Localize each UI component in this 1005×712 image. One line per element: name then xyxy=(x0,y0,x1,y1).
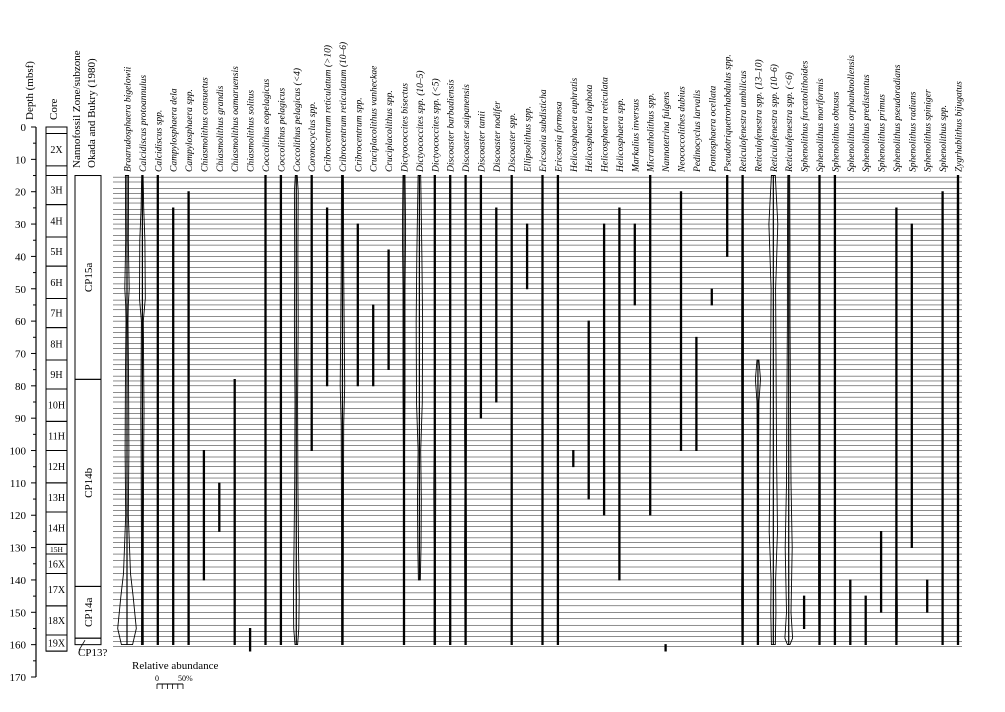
taxon-column xyxy=(539,89,549,644)
taxon-column xyxy=(323,45,334,386)
core-label: 4H xyxy=(50,216,63,228)
depth-tick-label: 50 xyxy=(15,283,26,296)
core-label: 6H xyxy=(50,277,63,289)
taxon-label: Dictyococcites bisectus xyxy=(400,83,411,172)
taxon-label: Cribrocentrum reticulatum (10–6) xyxy=(338,41,349,172)
taxon-label: Chiasmolithus oamaruensis xyxy=(231,66,242,172)
taxon-column xyxy=(415,70,426,580)
taxon-column xyxy=(631,99,641,305)
taxon-label: Sphenolithus spp. xyxy=(939,104,950,172)
taxon-label: Ericsonia formosa xyxy=(554,101,565,172)
core-label: 15H xyxy=(50,544,63,554)
depth-tick-label: 20 xyxy=(15,186,26,199)
taxon-column xyxy=(831,91,841,644)
taxon-label: Markalius inversus xyxy=(631,98,642,172)
zone-column-label: Nannofossil Zone/subzone xyxy=(71,50,83,168)
taxon-column xyxy=(708,85,718,304)
core-label: 17X xyxy=(47,585,66,597)
core-label: 18X xyxy=(47,615,66,627)
taxon-column xyxy=(430,78,441,644)
core-label: 9H xyxy=(50,370,63,381)
taxon-column xyxy=(847,55,857,645)
core-label: 14H xyxy=(47,523,66,535)
core-label: 2X xyxy=(50,145,63,157)
taxon-label: Sphenolithus spiniger xyxy=(923,89,934,172)
core-label: 12H xyxy=(47,462,66,474)
taxon-column xyxy=(139,75,149,645)
taxon-label: Pseudotriquetrorhabdulus spp. xyxy=(723,54,734,172)
taxon-column xyxy=(939,105,949,645)
taxon-label: Sphenolithus moriformis xyxy=(816,78,826,172)
taxon-column xyxy=(647,93,657,515)
taxon-label: Sphenolithus primus xyxy=(877,94,888,172)
depth-tick-label: 100 xyxy=(9,445,26,458)
depth-tick-label: 150 xyxy=(9,607,26,620)
taxon-column xyxy=(585,84,595,499)
taxon-label: Dictyococcites spp. (10–5) xyxy=(415,70,426,172)
taxon-label: Discoaster tanii xyxy=(477,111,488,172)
taxon-column xyxy=(908,91,918,547)
depth-tick-label: 40 xyxy=(15,251,26,264)
taxon-label: Calcidiscus protoannulus xyxy=(138,74,149,172)
taxon-column xyxy=(477,111,487,419)
taxon-column xyxy=(784,72,795,645)
taxon-column xyxy=(553,101,564,644)
taxon-label: Helicosphaera spp. xyxy=(615,98,626,172)
zone-column xyxy=(71,50,107,659)
taxon-column xyxy=(118,66,137,644)
taxon-label: Zygrhablithus bijugatus xyxy=(954,81,965,172)
taxa-columns xyxy=(118,42,965,651)
depth-tick-label: 170 xyxy=(9,672,26,684)
taxon-label: Discoaster nodifer xyxy=(492,101,503,172)
zone-label: CP13? xyxy=(78,646,108,659)
taxon-column xyxy=(216,85,226,531)
taxon-column xyxy=(170,88,180,645)
taxon-column xyxy=(724,54,734,256)
taxon-label: Helicosphaera euphratis xyxy=(569,77,580,172)
taxon-column xyxy=(678,86,688,451)
taxon-label: Sphenolithus orphanknollensis xyxy=(846,55,857,172)
taxon-label: Discoaster spp. xyxy=(508,112,519,172)
taxon-label: Pedinocyclus larvalis xyxy=(692,89,703,172)
depth-tick-label: 160 xyxy=(9,639,26,652)
taxon-label: Micrantholithus spp. xyxy=(646,92,657,172)
taxon-column xyxy=(185,89,195,645)
core-label: 8H xyxy=(50,339,63,351)
zone-label: CP15a xyxy=(83,262,95,293)
taxon-column xyxy=(862,74,872,644)
taxon-label: Sphenolithus obtusus xyxy=(831,91,842,172)
zone-box xyxy=(75,638,101,644)
depth-tick-label: 60 xyxy=(15,316,26,329)
taxon-column xyxy=(738,70,749,645)
taxon-label: Sphenolithus furcatolithoides xyxy=(800,60,811,172)
taxon-label: Chiasmolithus grandis xyxy=(215,85,226,172)
depth-tick-label: 90 xyxy=(15,413,26,426)
taxon-column xyxy=(308,102,318,451)
taxon-label: Reticulofenestra spp. (10–6) xyxy=(769,64,780,172)
taxon-column xyxy=(769,64,780,645)
depth-axis xyxy=(10,61,37,684)
taxon-label: Coccolithus pelagicus xyxy=(277,87,288,172)
core-label: 3H xyxy=(50,185,63,197)
taxon-label: Discoaster barbadiensis xyxy=(446,79,457,172)
taxon-column xyxy=(154,110,164,645)
depth-tick-label: 80 xyxy=(15,380,26,393)
taxon-label: Calcidiscus spp. xyxy=(154,109,165,172)
taxon-label: Nannotetrina fulgens xyxy=(662,91,673,172)
zone-label: CP14b xyxy=(83,467,95,498)
core-label: 16X xyxy=(47,559,66,571)
core-column-label: Core xyxy=(48,98,60,120)
taxon-label: Dictyococcites spp. (<5) xyxy=(431,78,442,172)
taxon-label: Campylosphaera dela xyxy=(169,88,180,172)
depth-tick-label: 70 xyxy=(15,348,26,361)
taxon-column xyxy=(893,64,903,644)
legend-tick-50: 50% xyxy=(178,674,193,683)
depth-axis-label: Depth (mbsf) xyxy=(24,61,36,120)
abundance-legend xyxy=(132,660,219,689)
depth-tick-label: 120 xyxy=(9,510,26,523)
taxon-label: Ellipsolithus spp. xyxy=(523,106,534,172)
taxon-column xyxy=(924,89,934,612)
taxon-label: Braarudosphaera bigelowii xyxy=(123,66,134,172)
taxon-column xyxy=(753,59,764,644)
taxon-column xyxy=(800,60,811,628)
taxon-label: Reticulofenestra spp. (13–10) xyxy=(754,59,765,172)
taxon-column xyxy=(447,79,457,645)
core-label: 11H xyxy=(48,431,65,443)
core-label: 7H xyxy=(50,308,63,320)
taxon-label: Reticulofenestra spp. (<6) xyxy=(785,71,796,172)
core-label: 10H xyxy=(47,400,66,412)
taxon-label: Cruciplacolithus vanheckae xyxy=(369,65,380,172)
core-column xyxy=(46,99,67,652)
taxon-label: Sphenolithus radians xyxy=(908,91,919,172)
legend-title: Relative abundance xyxy=(132,660,219,672)
depth-tick-label: 130 xyxy=(9,542,26,555)
taxon-column xyxy=(370,66,380,386)
depth-tick-label: 110 xyxy=(9,477,26,490)
taxon-column xyxy=(200,77,210,580)
taxon-column xyxy=(277,88,287,645)
taxon-label: Sphenolithus pseudoradians xyxy=(892,64,903,172)
core-label: 19X xyxy=(47,638,66,650)
taxon-label: Coccolithus eopelagicus xyxy=(262,78,272,172)
taxon-label: Cribrocentrum spp. xyxy=(354,97,365,172)
taxon-label: Sphenolithus predistentus xyxy=(862,74,873,172)
taxon-column xyxy=(292,68,303,645)
taxon-label: Cruciplacolithus spp. xyxy=(385,90,396,172)
zone-label: CP14a xyxy=(83,597,95,627)
taxon-label: Reticulofenestra umbilicus xyxy=(739,70,750,172)
taxon-column xyxy=(262,79,272,645)
zone-column-label-2: Okada and Bukry (1980) xyxy=(86,58,98,168)
taxon-label: Discoaster saipanensis xyxy=(462,84,473,172)
taxon-label: Chiasmolithus consuetus xyxy=(200,77,211,172)
taxon-column xyxy=(601,77,611,515)
depth-tick-label: 140 xyxy=(9,574,26,587)
taxon-label: Helicosphaera lophota xyxy=(585,84,596,172)
core-label: 13H xyxy=(47,492,66,504)
taxon-column xyxy=(231,66,241,645)
taxon-column xyxy=(878,94,888,612)
taxon-column xyxy=(508,113,518,645)
taxon-column xyxy=(955,81,965,645)
taxon-label: Pontosphaera ocellata xyxy=(708,85,719,172)
taxon-label: Chiasmolithus solitus xyxy=(246,89,257,172)
taxon-label: Coccolithus pelagicus (<4) xyxy=(292,67,303,172)
taxon-label: Coronocyclus spp. xyxy=(308,101,319,172)
taxon-column xyxy=(354,97,364,385)
depth-tick-label: 0 xyxy=(20,122,26,134)
taxon-label: Neococcolithes dubius xyxy=(677,86,688,172)
taxon-column xyxy=(815,78,826,645)
depth-tick-label: 30 xyxy=(15,219,26,232)
taxon-label: Campylosphaera spp. xyxy=(185,89,196,172)
taxon-column xyxy=(693,90,703,451)
taxon-column xyxy=(616,98,626,580)
taxon-label: Cribrocentrum reticulatum (>10) xyxy=(323,44,334,172)
legend-tick-0: 0 xyxy=(155,674,159,683)
depth-tick-label: 10 xyxy=(15,154,26,167)
taxon-label: Helicosphaera reticulata xyxy=(600,77,611,172)
taxon-label: Ericsonia subdisticha xyxy=(539,89,549,172)
core-label: 5H xyxy=(50,247,63,259)
